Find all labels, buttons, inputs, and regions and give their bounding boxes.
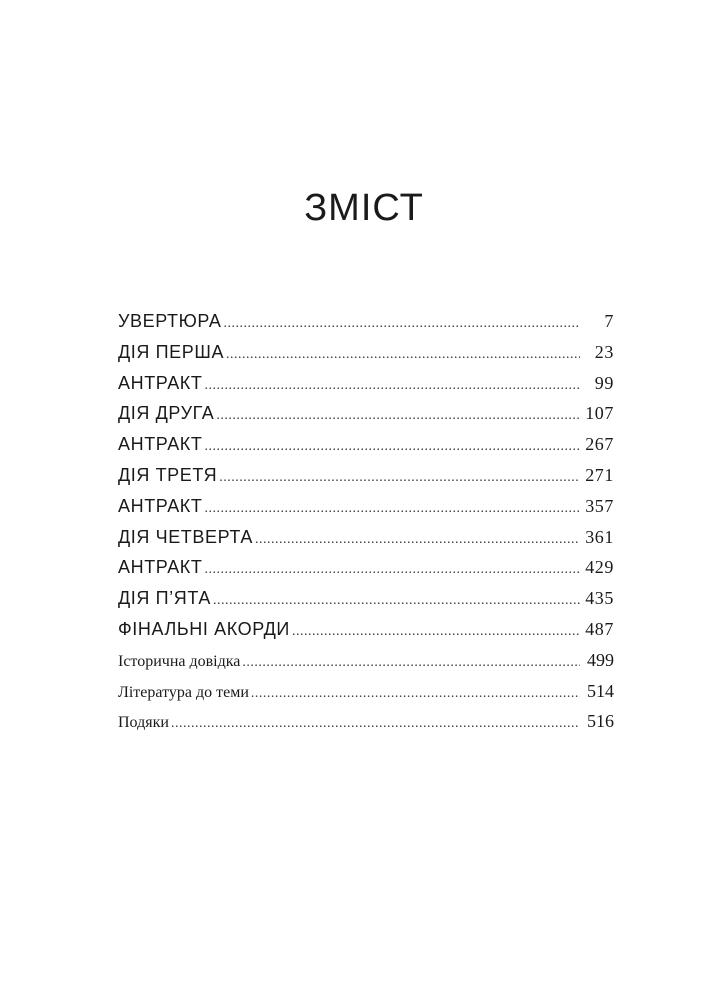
- toc-entry-page: 7: [604, 311, 614, 331]
- toc-leader-dots: [205, 378, 581, 394]
- toc-leader-dots: [223, 316, 580, 332]
- toc-leader-dots: [171, 716, 580, 732]
- toc-leader-dots: [251, 686, 580, 702]
- toc-leader-dots: [242, 655, 580, 671]
- toc-entry[interactable]: [118, 496, 614, 527]
- toc-entry-label: ФІНАЛЬНІ АКОРДИ: [118, 618, 290, 639]
- toc-entry-page: 435: [585, 588, 614, 609]
- toc-leader-dots: [205, 501, 581, 517]
- toc-entry[interactable]: [118, 588, 614, 619]
- toc-entry-page: 361: [585, 526, 614, 547]
- toc-entry-page: 514: [587, 680, 614, 701]
- toc-leader-dots: [219, 470, 580, 486]
- toc-leader-dots: [205, 562, 581, 578]
- toc-leader-dots: [205, 439, 581, 455]
- toc-entry[interactable]: [118, 373, 614, 404]
- toc-leader-dots: [292, 624, 580, 640]
- toc-entry[interactable]: [118, 311, 614, 342]
- toc-entry-label: АНТРАКТ: [118, 372, 203, 393]
- toc-entry-label: АНТРАКТ: [118, 557, 203, 578]
- toc-entry-page: 357: [585, 495, 614, 516]
- toc-entry-page: 516: [587, 711, 614, 732]
- toc-entry[interactable]: [118, 465, 614, 496]
- table-of-contents: [118, 311, 614, 742]
- toc-entry-label: УВЕРТЮРА: [118, 311, 222, 331]
- toc-entry-label: Подяки: [118, 714, 169, 732]
- toc-entry[interactable]: [118, 619, 614, 650]
- toc-entry[interactable]: [118, 527, 614, 558]
- toc-entry[interactable]: [118, 711, 614, 742]
- page-title: ЗМІСТ: [304, 187, 424, 229]
- toc-entry-page: 99: [594, 372, 614, 393]
- toc-entry-label: ДІЯ ПЕРША: [118, 341, 225, 362]
- toc-entry[interactable]: [118, 342, 614, 373]
- toc-entry[interactable]: [118, 650, 614, 681]
- toc-leader-dots: [216, 408, 580, 424]
- toc-entry-label: ДІЯ П’ЯТА: [118, 588, 211, 609]
- toc-entry[interactable]: [118, 434, 614, 465]
- toc-entry-label: ДІЯ ДРУГА: [118, 403, 215, 424]
- toc-leader-dots: [226, 347, 580, 363]
- toc-entry-page: 271: [585, 464, 614, 485]
- toc-entry[interactable]: [118, 557, 614, 588]
- toc-entry[interactable]: [118, 403, 614, 434]
- toc-entry-label: Література до теми: [118, 683, 249, 701]
- toc-entry[interactable]: [118, 681, 614, 712]
- toc-entry-page: 429: [585, 557, 614, 578]
- toc-entry-label: ДІЯ ТРЕТЯ: [118, 464, 218, 485]
- toc-entry-label: АНТРАКТ: [118, 495, 203, 516]
- toc-entry-label: АНТРАКТ: [118, 434, 203, 455]
- toc-entry-page: 499: [587, 649, 614, 670]
- toc-entry-page: 267: [585, 434, 614, 455]
- toc-entry-label: Історична довідка: [118, 652, 241, 670]
- toc-entry-page: 487: [585, 618, 614, 639]
- toc-leader-dots: [255, 532, 580, 548]
- toc-entry-label: ДІЯ ЧЕТВЕРТА: [118, 526, 254, 547]
- toc-entry-page: 107: [585, 403, 614, 424]
- toc-entry-page: 23: [594, 341, 614, 362]
- toc-leader-dots: [213, 593, 580, 609]
